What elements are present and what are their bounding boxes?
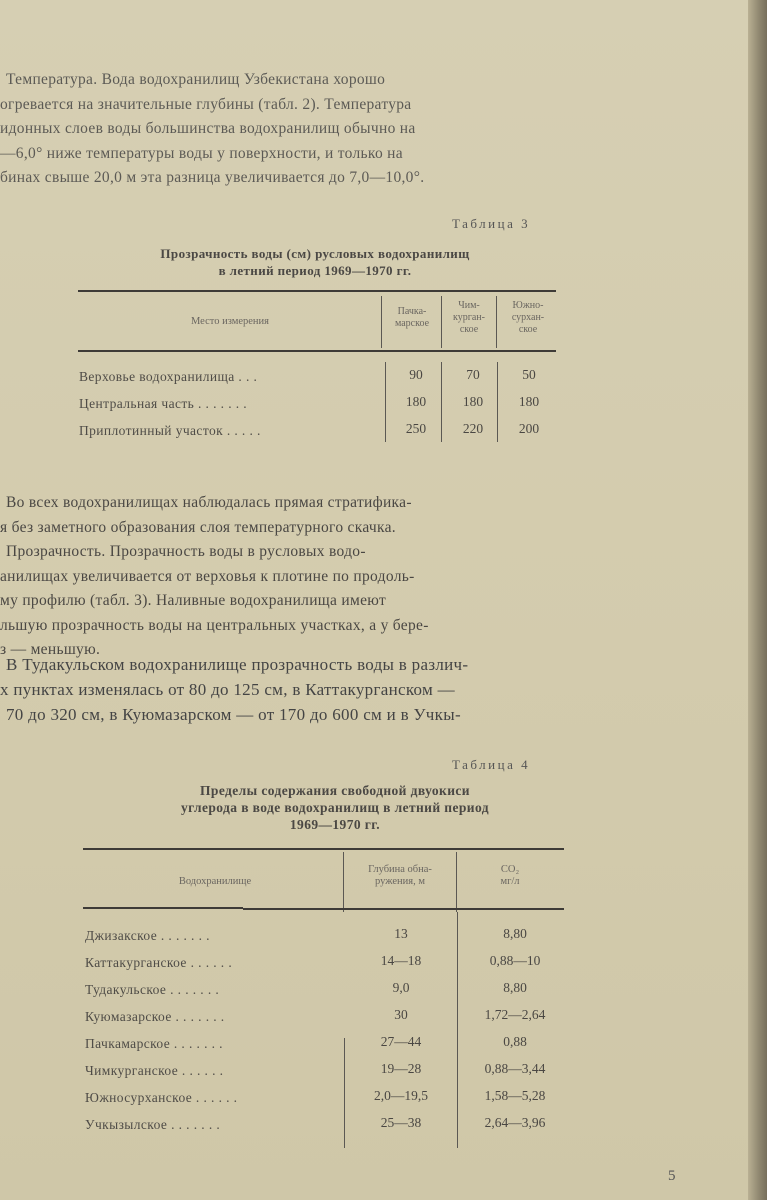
table4-row-name: Куюмазарское . . . . . . . [85, 1009, 225, 1024]
text-line: я без заметного образования слоя температурного скачка. [0, 518, 396, 536]
text-line: идонных слоев воды большинства водохранилищ обычно на [0, 120, 416, 137]
table4-depth-cell: 27—44 [380, 1034, 422, 1049]
table4-divider [457, 912, 458, 1148]
table4-row-name: Южносурханское . . . . . . [85, 1090, 238, 1105]
table3-cell: 180 [462, 394, 484, 409]
header-line: CO₂ [500, 864, 520, 875]
table4-divider [343, 852, 344, 912]
table4-title-line: углерода в воде водохранилищ в летний период [181, 800, 489, 815]
table4-row-name: Каттакурганское . . . . . . [85, 955, 233, 970]
table4-title-line: 1969—1970 гг. [289, 817, 381, 832]
table4-co2-cell: 1,72—2,64 [484, 1007, 546, 1022]
table3-row-name: Приплотинный участок . . . . . [79, 423, 261, 438]
table3-title [60, 245, 570, 279]
table4-depth-cell: 14—18 [380, 953, 422, 968]
table3-cell: 200 [518, 421, 540, 436]
table3-divider [497, 362, 498, 442]
header-line: Глубина обна- [368, 864, 432, 875]
table3-header-place: Место измерения [190, 316, 269, 327]
table4-divider [456, 852, 457, 912]
table4-header-co2 [470, 864, 550, 888]
header-line: курган- [453, 312, 485, 323]
table3-cell: 250 [405, 421, 427, 436]
text-line: огревается на значительные глубины (табл. 2). Температура [0, 95, 412, 113]
header-line: мг/л [500, 876, 520, 887]
table4-top-rule [83, 848, 564, 850]
text-line: льшую прозрачность воды на центральных участках, а у бере- [0, 616, 429, 634]
table4-depth-cell: 25—38 [380, 1115, 422, 1130]
table4-co2-cell: 0,88—3,44 [484, 1061, 546, 1076]
paragraph-stratification [0, 491, 704, 663]
table4-co2-cell: 8,80 [503, 926, 527, 941]
table3-divider [385, 362, 386, 442]
table3-title-line: Прозрачность воды (см) русловых водохранилищ [160, 246, 470, 261]
table4-depth-cell: 9,0 [392, 980, 410, 995]
table3-header-rule [78, 350, 556, 352]
table3-label: Таблица 3 [452, 216, 531, 231]
table3-title-line: в летний период 1969—1970 гг. [218, 263, 412, 278]
table3-cell: 180 [405, 394, 427, 409]
table3-cell: 180 [518, 394, 540, 409]
text-line: В Тудакульском водохранилище прозрачность воды в различ- [6, 655, 469, 674]
table4-title [90, 782, 580, 833]
table3-cell: 70 [466, 367, 480, 382]
text-line: 70 до 320 см, в Куюмазарском — от 170 до 600 см и в Учкы- [6, 705, 461, 724]
text-line: Прозрачность. Прозрачность воды в русловых водо- [6, 543, 366, 560]
table3-row-name: Центральная часть . . . . . . . [79, 396, 248, 411]
text-line: Температура. Вода водохранилищ Узбекистана хорошо [6, 71, 386, 88]
table4-header-rule [243, 908, 564, 910]
table3-cell: 50 [522, 367, 536, 382]
table4-depth-cell: 13 [394, 926, 408, 941]
header-line: ское [518, 324, 538, 335]
table3-header-col3 [498, 300, 558, 336]
table4-row-name: Пачкамарское . . . . . . . [85, 1036, 223, 1051]
table4-row-name: Чимкурганское . . . . . . [85, 1063, 224, 1078]
text-line: Во всех водохранилищах наблюдалась прямая стратифика- [6, 494, 412, 511]
table4-row-name: Учкызылское . . . . . . . [85, 1117, 221, 1132]
table4-row-name: Джизакское . . . . . . . [85, 928, 210, 943]
table3-divider [496, 296, 497, 348]
table3-cell: 90 [409, 367, 423, 382]
header-line: Чим- [458, 300, 480, 311]
table4-co2-cell: 1,58—5,28 [484, 1088, 546, 1103]
table4-row-name: Тудакульское . . . . . . . [85, 982, 220, 997]
paragraph-temperature [0, 68, 700, 191]
text-line: з — меньшую. [0, 641, 101, 658]
table4-co2-cell: 8,80 [503, 980, 527, 995]
header-line: Пачка- [397, 306, 427, 317]
book-spine-edge [748, 0, 767, 1200]
table4-header-depth [345, 864, 455, 888]
table3-row-name: Верховье водохранилища . . . [79, 369, 258, 384]
table4-header-reservoir: Водохранилище [178, 876, 252, 887]
header-line: Южно- [512, 300, 544, 311]
table4-depth-cell: 2,0—19,5 [374, 1088, 428, 1103]
table4-co2-cell: 0,88 [503, 1034, 527, 1049]
text-line: му профилю (табл. 3). Наливные водохранилища имеют [0, 592, 387, 609]
table3-divider [381, 296, 382, 348]
paragraph-transparency [0, 652, 700, 727]
table3-top-rule [78, 290, 556, 292]
text-line: —6,0° ниже температуры воды у поверхности, и только на [0, 144, 403, 162]
table4-co2-cell: 0,88—10 [489, 953, 541, 968]
table3-cell: 220 [462, 421, 484, 436]
table4-depth-cell: 30 [394, 1007, 408, 1022]
text-line: бинах свыше 20,0 м эта разница увеличивается до 7,0—10,0°. [0, 169, 425, 186]
header-line: сурхан- [511, 312, 545, 323]
text-line: х пунктах изменялась от 80 до 125 см, в Каттакурганском — [0, 680, 455, 699]
table3-divider [441, 362, 442, 442]
table4-title-line: Пределы содержания свободной двуокиси [200, 783, 470, 798]
table3-header-col1 [383, 306, 441, 330]
table4-depth-cell: 19—28 [380, 1061, 422, 1076]
header-line: ское [459, 324, 479, 335]
header-line: марское [394, 318, 430, 329]
table4-co2-cell: 2,64—3,96 [484, 1115, 546, 1130]
table3-divider [441, 296, 442, 348]
header-line: ружения, м [375, 876, 425, 887]
table4-label: Таблица 4 [452, 757, 531, 772]
table4-header-rule [83, 907, 243, 909]
table3-header-col2 [443, 300, 495, 336]
page-number: 5 [668, 1168, 676, 1184]
text-line: анилищах увеличивается от верховья к плотине по продоль- [0, 567, 415, 585]
